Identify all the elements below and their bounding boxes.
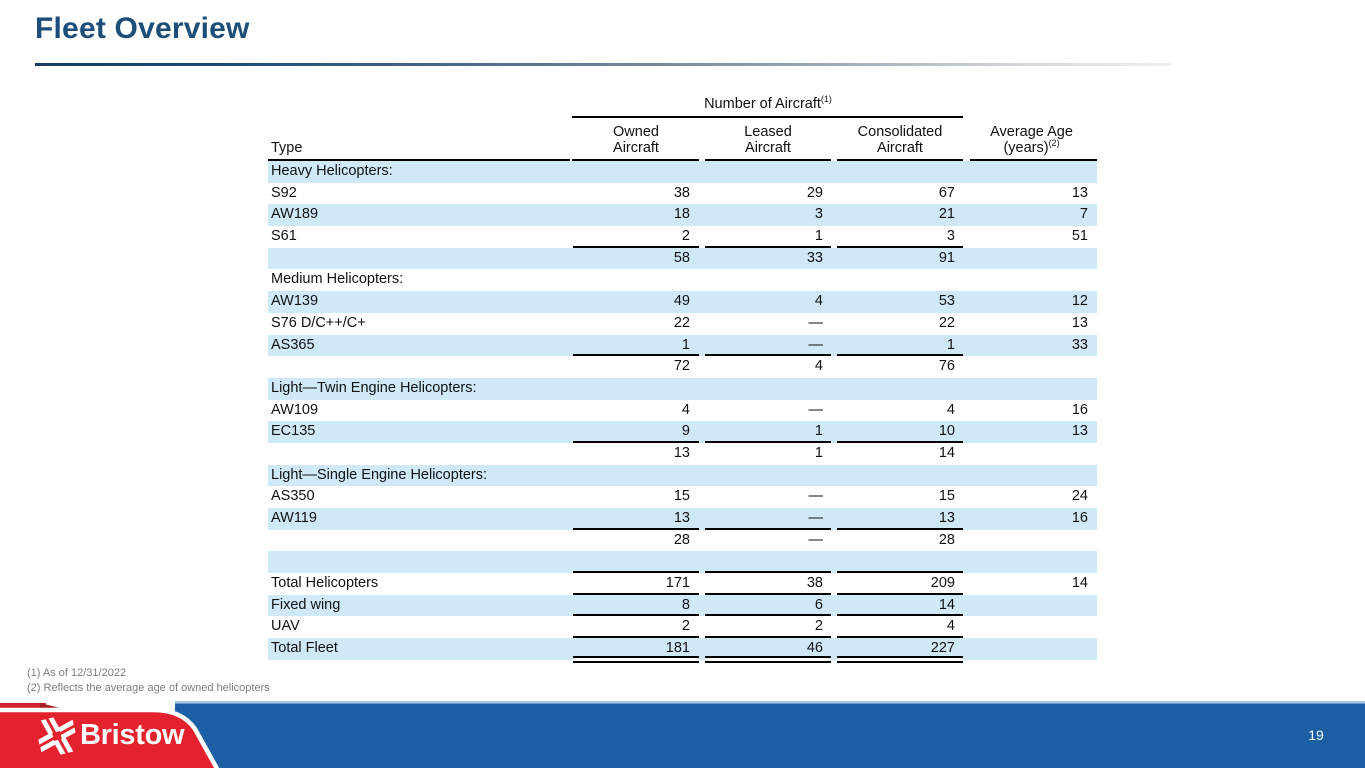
leased-cell bbox=[702, 378, 834, 400]
cell-text: 2 bbox=[814, 618, 823, 635]
cell-text: 33 bbox=[1071, 336, 1088, 353]
type-cell bbox=[268, 486, 570, 508]
table-row bbox=[268, 486, 1097, 508]
table-row bbox=[268, 226, 1097, 248]
consolidated-cell bbox=[834, 638, 966, 660]
cell-text: 3 bbox=[814, 206, 823, 223]
table-row bbox=[268, 638, 1097, 660]
leased-cell bbox=[702, 226, 834, 248]
table-section-row bbox=[268, 269, 1097, 291]
owned-cell bbox=[570, 595, 702, 617]
leased-cell bbox=[702, 269, 834, 291]
page-number: 19 bbox=[1308, 727, 1324, 743]
average-age-cell bbox=[966, 508, 1097, 530]
owned-cell bbox=[570, 183, 702, 205]
cell-text: Total Fleet bbox=[271, 640, 338, 657]
cell-text: 227 bbox=[930, 640, 955, 657]
footer-blue-bar bbox=[175, 701, 1365, 768]
bristow-logo-text: Bristow bbox=[80, 719, 185, 751]
cell-text: 181 bbox=[665, 640, 690, 657]
cell-text: 12 bbox=[1071, 293, 1088, 310]
leased-cell bbox=[702, 335, 834, 357]
table-body bbox=[268, 161, 1097, 660]
average-age-cell bbox=[966, 313, 1097, 335]
owned-cell bbox=[570, 486, 702, 508]
cell-text: 58 bbox=[673, 249, 690, 266]
cell-text: 29 bbox=[806, 184, 823, 201]
average-age-cell bbox=[966, 269, 1097, 291]
owned-cell bbox=[570, 551, 702, 573]
table-section-row bbox=[268, 161, 1097, 183]
consolidated-cell bbox=[834, 616, 966, 638]
footnote-2: (2) Reflects the average age of owned helicopters bbox=[27, 682, 270, 694]
owned-cell bbox=[570, 638, 702, 660]
table-row bbox=[268, 443, 1097, 465]
cell-text: 51 bbox=[1071, 228, 1088, 245]
table-row bbox=[268, 530, 1097, 552]
cell-text: Light—Single Engine Helicopters: bbox=[271, 466, 488, 483]
cell-text: S76 D/C++/C+ bbox=[271, 314, 366, 331]
owned-cell bbox=[570, 400, 702, 422]
cell-text: 22 bbox=[938, 314, 955, 331]
leased-cell bbox=[702, 508, 834, 530]
cell-text: 171 bbox=[665, 575, 690, 592]
cell-text: 16 bbox=[1071, 510, 1088, 526]
type-cell bbox=[268, 161, 570, 183]
consolidated-cell bbox=[834, 530, 966, 552]
page-title: Fleet Overview bbox=[35, 12, 250, 45]
table-row bbox=[268, 595, 1097, 617]
type-cell bbox=[268, 421, 570, 443]
consolidated-cell bbox=[834, 269, 966, 291]
cell-text: 1 bbox=[814, 228, 823, 245]
cell-text: 3 bbox=[946, 228, 955, 245]
average-age-cell bbox=[966, 465, 1097, 487]
cell-text: 13 bbox=[1071, 314, 1088, 331]
footnote-marker-2: (2) bbox=[1048, 137, 1060, 148]
cell-text: 13 bbox=[938, 510, 955, 526]
column-header-owned: Owned Aircraft bbox=[613, 124, 659, 156]
type-cell bbox=[268, 573, 570, 595]
owned-cell bbox=[570, 465, 702, 487]
owned-cell bbox=[570, 313, 702, 335]
cell-text: 2 bbox=[681, 228, 690, 245]
cell-text: 13 bbox=[1071, 423, 1088, 440]
average-age-cell bbox=[966, 204, 1097, 226]
cell-text: 4 bbox=[946, 618, 955, 635]
average-age-cell bbox=[966, 226, 1097, 248]
leased-cell bbox=[702, 204, 834, 226]
owned-cell bbox=[570, 248, 702, 270]
cell-text: 13 bbox=[1071, 184, 1088, 201]
cell-text: 1 bbox=[814, 423, 823, 440]
leased-cell bbox=[702, 638, 834, 660]
cell-text: Total Helicopters bbox=[271, 575, 379, 592]
consolidated-cell bbox=[834, 248, 966, 270]
type-cell bbox=[268, 400, 570, 422]
type-cell bbox=[268, 226, 570, 248]
average-age-cell bbox=[966, 573, 1097, 595]
cell-text: AW189 bbox=[271, 206, 319, 223]
average-age-cell bbox=[966, 183, 1097, 205]
cell-text: UAV bbox=[271, 618, 300, 635]
double-sum-rule bbox=[705, 656, 831, 663]
cell-text: 8 bbox=[681, 596, 690, 613]
table-row bbox=[268, 400, 1097, 422]
cell-text: — bbox=[808, 531, 823, 548]
footnote-1: (1) As of 12/31/2022 bbox=[27, 667, 127, 679]
type-cell bbox=[268, 183, 570, 205]
cell-text: 24 bbox=[1071, 488, 1088, 505]
cell-text: 6 bbox=[814, 596, 823, 613]
group-header-number-of-aircraft bbox=[570, 94, 966, 115]
type-cell bbox=[268, 269, 570, 291]
average-age-cell bbox=[966, 335, 1097, 357]
consolidated-cell bbox=[834, 508, 966, 530]
cell-text: 49 bbox=[673, 293, 690, 310]
average-age-cell bbox=[966, 616, 1097, 638]
cell-text: AS350 bbox=[271, 488, 315, 505]
cell-text: 16 bbox=[1071, 401, 1088, 418]
cell-text: 14 bbox=[938, 596, 955, 613]
cell-text: 1 bbox=[681, 336, 690, 353]
type-cell bbox=[268, 616, 570, 638]
leased-cell bbox=[702, 486, 834, 508]
average-age-cell bbox=[966, 291, 1097, 313]
cell-text: S61 bbox=[271, 228, 297, 245]
cell-text: 38 bbox=[806, 575, 823, 592]
consolidated-cell bbox=[834, 421, 966, 443]
cell-text: 46 bbox=[806, 640, 823, 657]
table-row bbox=[268, 313, 1097, 335]
footer-blue-top-edge bbox=[175, 701, 1365, 704]
leased-cell bbox=[702, 421, 834, 443]
cell-text: 7 bbox=[1079, 206, 1088, 223]
table-row bbox=[268, 573, 1097, 595]
owned-cell bbox=[570, 356, 702, 378]
consolidated-cell bbox=[834, 400, 966, 422]
owned-cell bbox=[570, 335, 702, 357]
type-cell bbox=[268, 378, 570, 400]
table-row bbox=[268, 335, 1097, 357]
cell-text: 1 bbox=[814, 444, 823, 461]
consolidated-cell bbox=[834, 356, 966, 378]
owned-cell bbox=[570, 443, 702, 465]
cell-text: 18 bbox=[673, 206, 690, 223]
type-cell bbox=[268, 465, 570, 487]
average-age-cell bbox=[966, 638, 1097, 660]
leased-cell bbox=[702, 400, 834, 422]
leased-cell bbox=[702, 530, 834, 552]
leased-cell bbox=[702, 551, 834, 573]
table-row bbox=[268, 508, 1097, 530]
type-cell bbox=[268, 248, 570, 270]
owned-cell bbox=[570, 378, 702, 400]
cell-text: 1 bbox=[946, 336, 955, 353]
type-cell bbox=[268, 291, 570, 313]
owned-cell bbox=[570, 530, 702, 552]
leased-cell bbox=[702, 573, 834, 595]
column-header-type: Type bbox=[271, 139, 303, 156]
cell-text: 67 bbox=[938, 184, 955, 201]
cell-text: 4 bbox=[946, 401, 955, 418]
title-divider bbox=[35, 63, 1171, 66]
table-row bbox=[268, 551, 1097, 573]
cell-text: 4 bbox=[814, 293, 823, 310]
consolidated-cell bbox=[834, 573, 966, 595]
cell-text: AW119 bbox=[271, 510, 317, 526]
type-cell bbox=[268, 443, 570, 465]
leased-cell bbox=[702, 291, 834, 313]
average-age-cell bbox=[966, 595, 1097, 617]
column-header-leased: Leased Aircraft bbox=[744, 124, 792, 156]
cell-text: 10 bbox=[938, 423, 955, 440]
type-cell bbox=[268, 313, 570, 335]
cell-text: EC135 bbox=[271, 423, 316, 440]
leased-cell bbox=[702, 443, 834, 465]
average-age-cell bbox=[966, 486, 1097, 508]
owned-cell bbox=[570, 421, 702, 443]
cell-text: 33 bbox=[806, 249, 823, 266]
cell-text: 4 bbox=[681, 401, 690, 418]
consolidated-cell bbox=[834, 551, 966, 573]
average-age-cell bbox=[966, 248, 1097, 270]
consolidated-cell bbox=[834, 443, 966, 465]
fleet-table bbox=[268, 94, 1097, 660]
leased-cell bbox=[702, 248, 834, 270]
table-row bbox=[268, 356, 1097, 378]
leased-cell bbox=[702, 356, 834, 378]
type-cell bbox=[268, 204, 570, 226]
type-cell bbox=[268, 638, 570, 660]
leased-cell bbox=[702, 313, 834, 335]
consolidated-cell bbox=[834, 595, 966, 617]
table-row bbox=[268, 248, 1097, 270]
leased-cell bbox=[702, 183, 834, 205]
average-age-cell bbox=[966, 378, 1097, 400]
average-age-cell bbox=[966, 161, 1097, 183]
cell-text: 21 bbox=[938, 206, 955, 223]
leased-cell bbox=[702, 465, 834, 487]
table-row bbox=[268, 183, 1097, 205]
cell-text: Heavy Helicopters: bbox=[271, 163, 393, 179]
consolidated-cell bbox=[834, 465, 966, 487]
cell-text: 28 bbox=[673, 531, 690, 548]
cell-text: 15 bbox=[673, 488, 690, 505]
cell-text: 13 bbox=[673, 510, 690, 526]
cell-text: Light—Twin Engine Helicopters: bbox=[271, 379, 477, 396]
type-cell bbox=[268, 356, 570, 378]
cell-text: 9 bbox=[681, 423, 690, 440]
average-age-cell bbox=[966, 551, 1097, 573]
table-row bbox=[268, 204, 1097, 226]
cell-text: 76 bbox=[938, 358, 955, 375]
cell-text: 14 bbox=[1071, 575, 1088, 592]
cell-text: — bbox=[808, 314, 823, 331]
owned-cell bbox=[570, 573, 702, 595]
cell-text: S92 bbox=[271, 184, 297, 201]
cell-text: 13 bbox=[673, 444, 690, 461]
cell-text: 2 bbox=[681, 618, 690, 635]
cell-text: 91 bbox=[938, 249, 955, 266]
group-header-rule bbox=[572, 116, 963, 118]
table-section-row bbox=[268, 378, 1097, 400]
owned-cell bbox=[570, 291, 702, 313]
cell-text: 15 bbox=[938, 488, 955, 505]
average-age-cell bbox=[966, 421, 1097, 443]
cell-text: 72 bbox=[673, 358, 690, 375]
cell-text: AW109 bbox=[271, 401, 319, 418]
cell-text: 209 bbox=[930, 575, 955, 592]
cell-text: — bbox=[808, 488, 823, 505]
owned-cell bbox=[570, 269, 702, 291]
table-row bbox=[268, 421, 1097, 443]
cell-text: Fixed wing bbox=[271, 596, 341, 613]
cell-text: — bbox=[808, 336, 823, 353]
consolidated-cell bbox=[834, 183, 966, 205]
table-row bbox=[268, 616, 1097, 638]
owned-cell bbox=[570, 616, 702, 638]
cell-text: AW139 bbox=[271, 293, 319, 310]
leased-cell bbox=[702, 616, 834, 638]
cell-text: AS365 bbox=[271, 336, 315, 353]
owned-cell bbox=[570, 226, 702, 248]
column-header-average-age: Average Age (years)$^{(2)}$ bbox=[990, 124, 1073, 156]
column-header-consolidated: Consolidated Aircraft bbox=[857, 124, 943, 156]
consolidated-cell bbox=[834, 204, 966, 226]
cell-text: 14 bbox=[938, 444, 955, 461]
average-age-cell bbox=[966, 530, 1097, 552]
double-sum-rule bbox=[573, 656, 699, 663]
type-cell bbox=[268, 595, 570, 617]
cell-text: 22 bbox=[673, 314, 690, 331]
owned-cell bbox=[570, 161, 702, 183]
consolidated-cell bbox=[834, 226, 966, 248]
type-cell bbox=[268, 335, 570, 357]
bristow-rotor-icon bbox=[36, 713, 78, 759]
type-cell bbox=[268, 530, 570, 552]
consolidated-cell bbox=[834, 313, 966, 335]
owned-cell bbox=[570, 508, 702, 530]
cell-text: — bbox=[808, 510, 823, 526]
owned-cell bbox=[570, 204, 702, 226]
consolidated-cell bbox=[834, 486, 966, 508]
table-row bbox=[268, 291, 1097, 313]
consolidated-cell bbox=[834, 291, 966, 313]
table-section-row bbox=[268, 465, 1097, 487]
cell-text: — bbox=[808, 401, 823, 418]
cell-text: 38 bbox=[673, 184, 690, 201]
cell-text: 28 bbox=[938, 531, 955, 548]
cell-text: 53 bbox=[938, 293, 955, 310]
table-header bbox=[268, 94, 1097, 161]
cell-text: Medium Helicopters: bbox=[271, 271, 404, 288]
footer-band bbox=[0, 698, 1365, 768]
type-cell bbox=[268, 508, 570, 530]
type-cell bbox=[268, 551, 570, 573]
average-age-cell bbox=[966, 443, 1097, 465]
footnote-marker-1: (1) bbox=[820, 94, 832, 105]
consolidated-cell bbox=[834, 378, 966, 400]
average-age-cell bbox=[966, 356, 1097, 378]
leased-cell bbox=[702, 161, 834, 183]
consolidated-cell bbox=[834, 335, 966, 357]
group-header-label: Number of Aircraft bbox=[704, 96, 821, 112]
double-sum-rule bbox=[837, 656, 963, 663]
cell-text: 4 bbox=[814, 358, 823, 375]
average-age-cell bbox=[966, 400, 1097, 422]
leased-cell bbox=[702, 595, 834, 617]
consolidated-cell bbox=[834, 161, 966, 183]
